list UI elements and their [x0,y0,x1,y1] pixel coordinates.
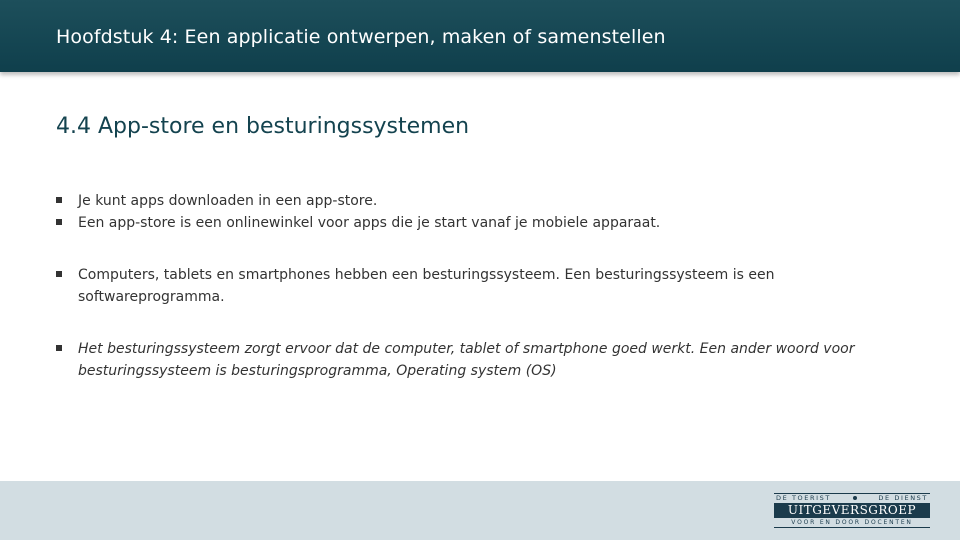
bullet-text: Een app-store is een onlinewinkel voor apps die je start vanaf je mobiele apparaat. [78,215,661,231]
square-bullet-icon [56,271,62,277]
bullet-text: Het besturingssysteem zorgt ervoor dat de computer, tablet of smartphone goed werkt. Een ander woord voor besturingssysteem is besturingsprogramma, Operating system (OS) [78,341,855,379]
square-bullet-icon [56,219,62,225]
square-bullet-icon [56,345,62,351]
section-title: 4.4 App-store en besturingssystemen [56,114,470,139]
square-bullet-icon [56,197,62,203]
logo-top-left: DE TOERIST [776,494,831,502]
publisher-logo [774,493,930,529]
bullet-item [56,190,906,212]
bullet-text: Computers, tablets en smartphones hebben een besturingssysteem. Een besturingssysteem is een softwareprogramma. [78,267,775,305]
bullet-item [56,212,906,234]
bullet-text: Je kunt apps downloaden in een app-store. [78,193,378,209]
logo-top-line [774,493,930,502]
header-band [0,0,960,72]
logo-main-text: UITGEVERSGROEP [774,503,930,518]
bullet-item [56,338,906,382]
logo-top-right: DE DIENST [878,494,928,502]
bullet-list [56,190,906,382]
logo-bottom-line: VOOR EN DOOR DOCENTEN [774,519,930,528]
bullet-item [56,264,906,308]
logo-dot-icon [853,496,857,500]
chapter-title: Hoofdstuk 4: Een applicatie ontwerpen, maken of samenstellen [56,26,666,48]
